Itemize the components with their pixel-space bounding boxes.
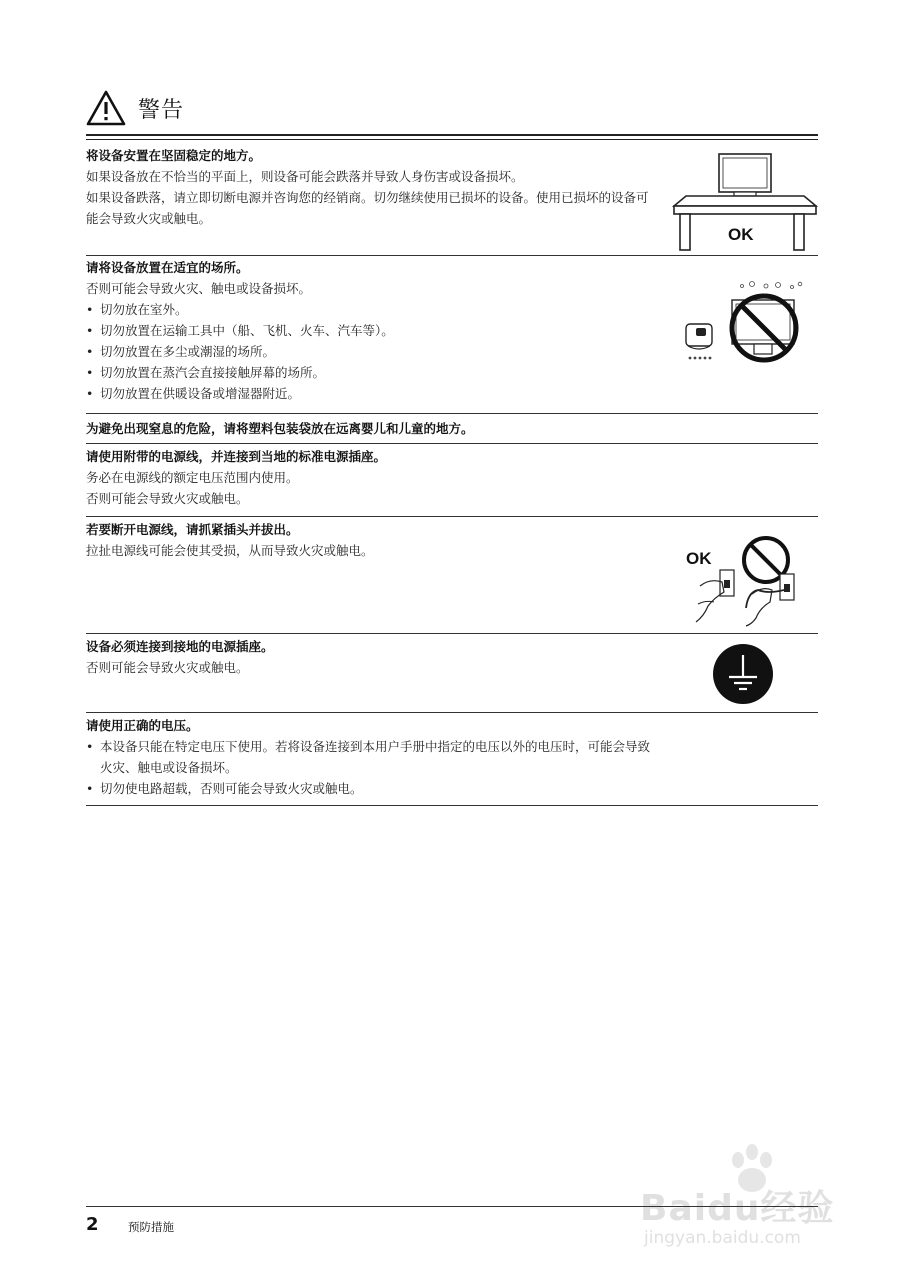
section-title: 为避免出现窒息的危险，请将塑料包装袋放在远离婴儿和儿童的地方。 <box>86 421 474 436</box>
footer-title: 预防措施 <box>128 1220 174 1234</box>
section-grounded-outlet <box>86 635 818 713</box>
section-paragraph: 否则可能会导致火灾或触电。 <box>86 660 249 675</box>
warning-triangle-icon <box>86 90 126 126</box>
list-item: • 切勿放置在蒸汽会直接接触屏幕的场所。 <box>86 365 326 380</box>
section-title: 设备必须连接到接地的电源插座。 <box>86 639 274 654</box>
watermark-url: jingyan.baidu.com <box>644 1228 801 1248</box>
section-title: 请使用附带的电源线，并连接到当地的标准电源插座。 <box>86 449 387 464</box>
section-paragraph: 拉扯电源线可能会使其受损，从而导致火灾或触电。 <box>86 543 374 558</box>
monitor-on-table-illustration <box>672 152 818 252</box>
humidifier-prohibited-illustration <box>684 278 806 372</box>
section-stable-placement <box>86 146 818 256</box>
list-item: • 切勿放置在供暖设备或增湿器附近。 <box>86 386 301 401</box>
ok-label: OK <box>686 549 712 568</box>
list-item: • 切勿使电路超载，否则可能会导致火灾或触电。 <box>86 781 363 796</box>
section-paragraph: 如果设备跌落，请立即切断电源并咨询您的经销商。切勿继续使用已损坏的设备。使用已损坏的设备可能会导致火灾或触电。 <box>86 190 649 226</box>
section-suitable-location <box>86 258 818 414</box>
baidu-watermark <box>640 1142 870 1252</box>
watermark-brand: Baidu经验 <box>640 1188 835 1229</box>
ok-label: OK <box>728 225 754 244</box>
section-paragraph: 如果设备放在不恰当的平面上，则设备可能会跌落并导致人身伤害或设备损坏。 <box>86 169 524 184</box>
warning-header <box>86 88 184 128</box>
list-item: • 本设备只能在特定电压下使用。若将设备连接到本用户手册中指定的电压以外的电压时，可能会导致火灾、触电或设备损坏。 <box>86 739 651 775</box>
footer-divider <box>86 1206 818 1207</box>
list-item: • 切勿放置在多尘或潮湿的场所。 <box>86 344 276 359</box>
section-paragraph: 否则可能会导致火灾、触电或设备损坏。 <box>86 281 312 296</box>
section-power-cord <box>86 445 818 517</box>
section-paragraph: 否则可能会导致火灾或触电。 <box>86 491 249 506</box>
ground-symbol-icon <box>712 643 774 705</box>
page-number: 2 <box>86 1214 99 1235</box>
bullet-list <box>86 736 656 799</box>
section-title: 请使用正确的电压。 <box>86 718 199 733</box>
warning-title: 警告 <box>138 97 185 123</box>
section-paragraph: 务必在电源线的额定电压范围内使用。 <box>86 470 299 485</box>
section-correct-voltage <box>86 714 818 806</box>
section-suffocation-hazard <box>86 415 818 444</box>
unplug-illustration <box>686 528 802 628</box>
section-unplug <box>86 518 818 634</box>
section-title: 将设备安置在坚固稳定的地方。 <box>86 148 262 163</box>
list-item: • 切勿放置在运输工具中（船、飞机、火车、汽车等）。 <box>86 323 394 338</box>
list-item: • 切勿放在室外。 <box>86 302 188 317</box>
section-title: 请将设备放置在适宜的场所。 <box>86 260 249 275</box>
header-divider <box>86 134 818 140</box>
bullet-list <box>86 299 656 404</box>
section-title: 若要断开电源线，请抓紧插头并拔出。 <box>86 522 299 537</box>
